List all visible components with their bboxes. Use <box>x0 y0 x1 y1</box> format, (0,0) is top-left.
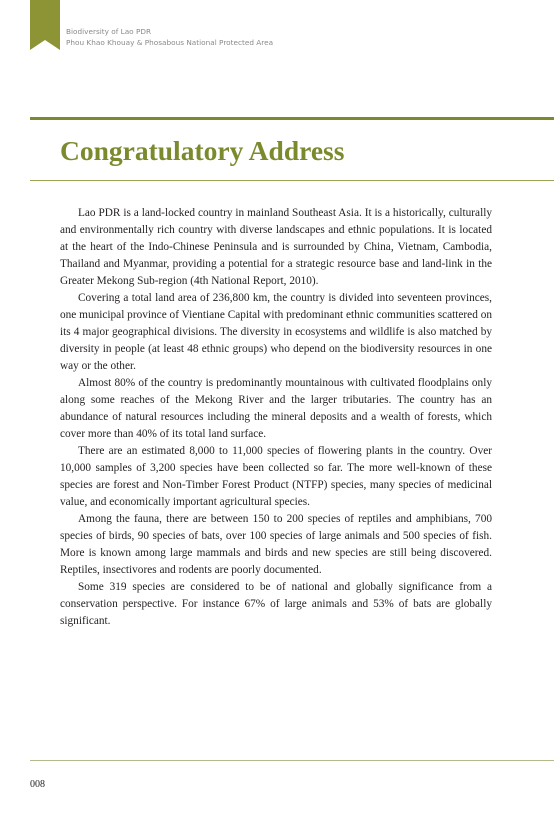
title-bottom-rule <box>30 180 554 181</box>
body-text <box>60 205 492 630</box>
body-paragraph: Almost 80% of the country is predominantly mountainous with cultivated floodplains only along some reaches of the Mekong River and the larger tributaries. The country has an abundance of natural resources including the mineral deposits and a wealth of forests, which cover more than 40% of its total land surface. <box>60 377 492 440</box>
running-header-subtitle: Phou Khao Khouay & Phosabous National Protected Area <box>66 37 274 47</box>
running-header <box>66 27 273 48</box>
body-paragraph: There are an estimated 8,000 to 11,000 species of flowering plants in the country. Over 10,000 samples of 3,200 species have been collected so far. The more well-known of these species are forest and Non-Timber Forest Product (NTFP) species, many species of medicinal value, and economically important agricultural species. <box>60 445 492 508</box>
bookmark-ribbon-icon <box>30 0 60 50</box>
body-paragraph: Among the fauna, there are between 150 to 200 species of reptiles and amphibians, 700 species of birds, 90 species of bats, over 100 species of large animals and 500 species of fish. More is known among large mammals and birds and new species are still being discovered. Reptiles, insectivores and rodents are poorly documented. <box>60 513 492 576</box>
running-header-book-title: Biodiversity of Lao PDR <box>66 27 152 36</box>
footer-rule <box>30 760 554 761</box>
title-top-rule <box>30 117 554 120</box>
body-paragraph: Lao PDR is a land-locked country in mainland Southeast Asia. It is a historically, culturally and environmentally rich country with diverse landscapes and ethnic populations. It is located at the heart of the Indo-Chinese Peninsula and is surrounded by China, Vietnam, Cambodia, Thailand and Myanmar, providing a potential for a strategic resource base and land-link in the Greater Mekong Sub-region (4th National Report, 2010). <box>60 207 492 287</box>
page-title: Congratulatory Address <box>60 135 345 166</box>
body-paragraph: Some 319 species are considered to be of national and globally significance from a conservation perspective. For instance 67% of large animals and 53% of bats are globally significant. <box>60 581 492 627</box>
body-paragraph: Covering a total land area of 236,800 km, the country is divided into seventeen provinces, one municipal province of Vientiane Capital with predominant ethnic communities scattered on its 4 major geographical divisions. The diversity in ecosystems and wildlife is also matched by diversity in people (at least 48 ethnic groups) who depend on the biodiversity resources in one way or the other. <box>60 292 492 372</box>
page-number: 008 <box>30 779 45 790</box>
